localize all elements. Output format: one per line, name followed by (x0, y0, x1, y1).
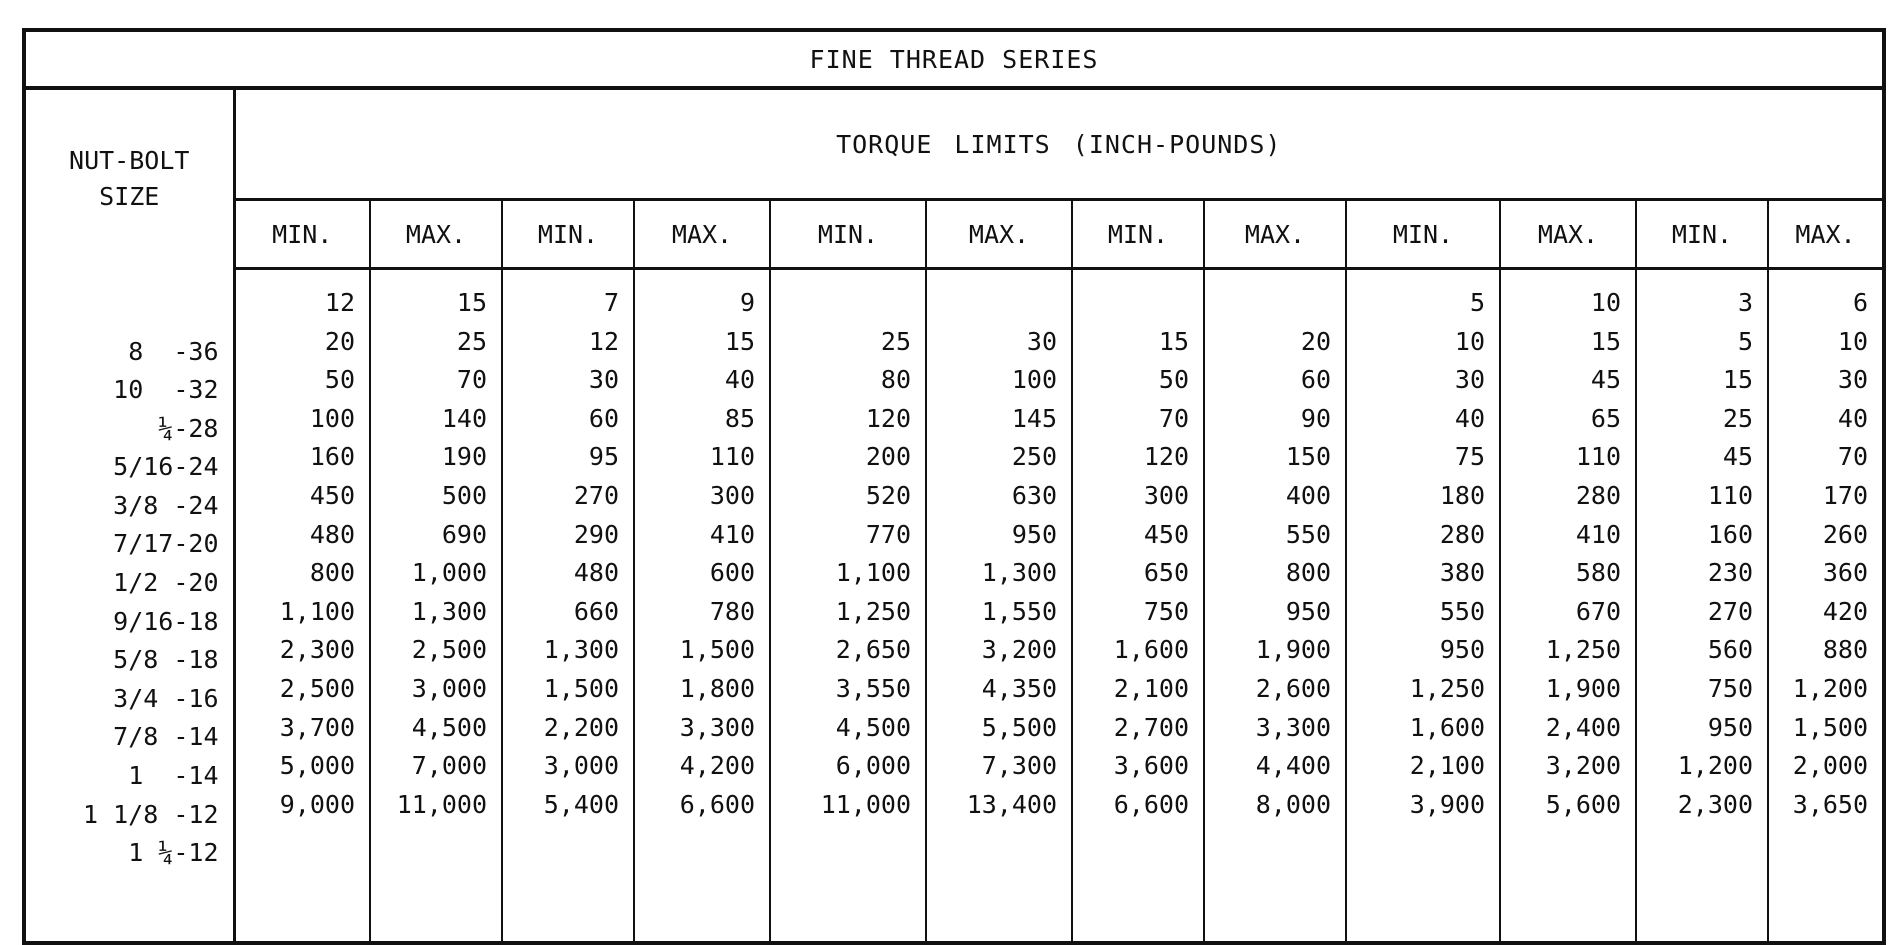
value-cell: 5,600 (1545, 789, 1621, 819)
value-cell: 6,000 (835, 751, 911, 781)
value-column-10 (1500, 269, 1636, 943)
value-cell: 550 (1285, 519, 1331, 549)
size-header-line2: SIZE (99, 182, 160, 212)
value-cell: 20 (1300, 326, 1331, 356)
value-cell: 80 (880, 365, 911, 395)
value-cell: 9 (739, 288, 755, 317)
value-cell: 3,300 (679, 712, 755, 742)
value-cell: 2,200 (543, 712, 619, 742)
value-cell: 10 (1454, 326, 1485, 356)
value-cell: 1,500 (1792, 712, 1869, 742)
value-cell: 110 (1575, 442, 1621, 472)
value-cell: 25 (880, 326, 911, 356)
value-cell: 480 (309, 519, 355, 549)
value-cell: 4,500 (411, 712, 487, 742)
value-cell: 100 (309, 403, 355, 433)
value-cell: 660 (573, 596, 619, 626)
value-cell: 15 (1722, 365, 1753, 395)
value-cell: 45 (1590, 365, 1621, 395)
value-cell: 140 (441, 403, 487, 433)
size-cell: 1 ¼-12 (128, 838, 219, 868)
size-header-line1: NUT-BOLT (69, 146, 190, 175)
value-cell (771, 290, 911, 329)
value-cell: 3,600 (1113, 751, 1189, 781)
value-cell: 290 (573, 519, 619, 549)
value-column-9 (1346, 269, 1500, 943)
value-cell: 2,300 (279, 635, 355, 665)
value-cell: 1,200 (1792, 673, 1869, 703)
value-cell: 6 (1852, 288, 1869, 317)
value-cell: 120 (1143, 442, 1189, 472)
value-cell: 15 (724, 326, 755, 356)
value-cell: 40 (1837, 403, 1869, 433)
size-cell: 1 1/8 -12 (83, 799, 219, 829)
value-cell: 40 (1454, 403, 1485, 433)
value-cell: 400 (1285, 480, 1331, 510)
value-cell: 6,600 (679, 789, 755, 819)
value-cell: 75 (1454, 442, 1485, 472)
column-header-8: MAX. (1204, 200, 1346, 269)
value-cell: 12 (324, 288, 355, 317)
value-cell: 65 (1590, 403, 1621, 433)
value-cell: 1,600 (1409, 712, 1485, 742)
value-cell: 260 (1822, 519, 1869, 549)
value-cell: 950 (1011, 519, 1057, 549)
value-cell: 85 (724, 403, 755, 433)
value-column-6 (926, 269, 1072, 943)
value-cell: 800 (309, 558, 355, 588)
value-cell: 9,000 (279, 789, 355, 819)
size-column-header (24, 88, 234, 269)
torque-table-sheet (22, 28, 1882, 868)
column-header-3: MIN. (502, 200, 634, 269)
value-cell (927, 290, 1057, 329)
value-cell: 270 (573, 480, 619, 510)
value-column-7 (1072, 269, 1204, 943)
value-cell: 1,550 (981, 596, 1057, 626)
value-cell: 3,000 (543, 751, 619, 781)
value-cell: 2,650 (835, 635, 911, 665)
value-cell: 1,200 (1677, 751, 1753, 781)
value-cell: 5,400 (543, 789, 619, 819)
value-cell: 2,300 (1677, 789, 1753, 819)
value-cell: 450 (309, 480, 355, 510)
value-cell: 25 (1722, 403, 1753, 433)
value-cell: 550 (1439, 596, 1485, 626)
value-cell: 2,100 (1113, 673, 1189, 703)
size-cell: 5/8 -18 (113, 645, 219, 675)
value-cell: 120 (865, 403, 911, 433)
value-cell: 95 (588, 442, 619, 472)
value-cell: 1,100 (835, 558, 911, 588)
value-cell: 160 (309, 442, 355, 472)
value-cell: 20 (324, 326, 355, 356)
value-cell: 6,600 (1113, 789, 1189, 819)
table-title: FINE THREAD SERIES (24, 30, 1884, 88)
value-cell: 410 (709, 519, 755, 549)
value-cell: 300 (1143, 480, 1189, 510)
value-cell: 1,800 (679, 673, 755, 703)
value-column-11 (1636, 269, 1768, 943)
size-cell: 1 -14 (128, 761, 219, 791)
value-cell: 180 (1439, 480, 1485, 510)
value-cell: 4,400 (1255, 751, 1331, 781)
value-cell: 100 (1011, 365, 1057, 395)
value-cell: 750 (1143, 596, 1189, 626)
value-cell: 1,250 (1409, 673, 1485, 703)
value-cell: 2,400 (1545, 712, 1621, 742)
value-cell: 3 (1737, 288, 1753, 317)
value-cell: 800 (1285, 558, 1331, 588)
value-cell: 950 (1439, 635, 1485, 665)
value-cell: 230 (1707, 558, 1753, 588)
value-cell: 280 (1575, 480, 1621, 510)
value-cell: 1,600 (1113, 635, 1189, 665)
size-cell: 3/8 -24 (113, 490, 219, 520)
value-cell: 950 (1285, 596, 1331, 626)
value-column-12 (1768, 269, 1884, 943)
value-cell: 30 (1454, 365, 1485, 395)
column-header-6: MAX. (926, 200, 1072, 269)
value-cell: 190 (441, 442, 487, 472)
value-cell: 1,300 (543, 635, 619, 665)
value-cell: 45 (1722, 442, 1753, 472)
value-cell: 1,250 (1545, 635, 1621, 665)
column-header-11: MIN. (1636, 200, 1768, 269)
column-header-9: MIN. (1346, 200, 1500, 269)
size-cell: 5/16-24 (113, 452, 219, 482)
value-cell: 250 (1011, 442, 1057, 472)
size-cell: 1/2 -20 (113, 568, 219, 598)
value-cell: 880 (1822, 635, 1869, 665)
value-cell (1073, 290, 1189, 329)
value-cell: 750 (1707, 673, 1753, 703)
value-cell: 12 (588, 326, 619, 356)
value-cell: 1,000 (411, 558, 487, 588)
value-cell: 8,000 (1255, 789, 1331, 819)
value-cell: 1,300 (411, 596, 487, 626)
column-header-1: MIN. (234, 200, 370, 269)
value-cell: 1,900 (1255, 635, 1331, 665)
value-cell: 30 (1837, 365, 1869, 395)
column-header-4: MAX. (634, 200, 770, 269)
value-cell: 7 (603, 288, 619, 317)
value-cell: 25 (456, 326, 487, 356)
value-cell: 670 (1575, 596, 1621, 626)
value-cell: 560 (1707, 635, 1753, 665)
value-cell: 200 (865, 442, 911, 472)
value-cell: 360 (1822, 558, 1869, 588)
column-header-7: MIN. (1072, 200, 1204, 269)
value-cell: 520 (865, 480, 911, 510)
value-cell: 110 (1707, 480, 1753, 510)
value-cell: 3,550 (835, 673, 911, 703)
value-cell: 7,000 (411, 751, 487, 781)
value-cell: 3,900 (1409, 789, 1485, 819)
value-cell: 160 (1707, 519, 1753, 549)
value-cell: 4,200 (679, 751, 755, 781)
value-cell: 380 (1439, 558, 1485, 588)
value-cell: 1,100 (279, 596, 355, 626)
value-cell: 170 (1822, 480, 1869, 510)
size-column (24, 269, 234, 943)
value-cell: 7,300 (981, 751, 1057, 781)
value-cell: 1,250 (835, 596, 911, 626)
size-cell: ¼-28 (158, 413, 219, 443)
value-column-3 (502, 269, 634, 943)
value-cell: 2,000 (1792, 751, 1869, 781)
value-cell: 60 (588, 403, 619, 433)
value-cell: 270 (1707, 596, 1753, 626)
value-column-4 (634, 269, 770, 943)
value-column-1 (234, 269, 370, 943)
value-cell: 3,200 (1545, 751, 1621, 781)
value-cell: 3,200 (981, 635, 1057, 665)
value-cell: 15 (1158, 326, 1189, 356)
value-cell: 5 (1737, 326, 1753, 356)
value-cell: 2,700 (1113, 712, 1189, 742)
column-header-10: MAX. (1500, 200, 1636, 269)
size-cell: 7/17-20 (113, 529, 219, 559)
value-column-2 (370, 269, 502, 943)
value-cell: 420 (1822, 596, 1869, 626)
value-cell: 5,500 (981, 712, 1057, 742)
value-cell: 15 (456, 288, 487, 317)
value-cell: 1,900 (1545, 673, 1621, 703)
value-cell: 3,000 (411, 673, 487, 703)
value-column-5 (770, 269, 926, 943)
size-cell: 10 -32 (113, 375, 219, 405)
column-header-2: MAX. (370, 200, 502, 269)
torque-limits-table (22, 28, 1886, 945)
value-column-8 (1204, 269, 1346, 943)
value-cell: 13,400 (966, 789, 1057, 819)
value-cell: 70 (1158, 403, 1189, 433)
value-cell: 280 (1439, 519, 1485, 549)
value-cell: 110 (709, 442, 755, 472)
value-cell: 150 (1285, 442, 1331, 472)
value-cell: 580 (1575, 558, 1621, 588)
size-cell: 8 -36 (128, 336, 219, 366)
value-cell: 500 (441, 480, 487, 510)
value-cell: 300 (709, 480, 755, 510)
value-cell: 4,350 (981, 673, 1057, 703)
value-cell: 1,300 (981, 558, 1057, 588)
value-cell (1205, 290, 1331, 329)
value-cell: 480 (573, 558, 619, 588)
value-cell: 600 (709, 558, 755, 588)
value-cell: 2,500 (279, 673, 355, 703)
value-cell: 11,000 (820, 789, 911, 819)
value-cell: 690 (441, 519, 487, 549)
value-cell: 770 (865, 519, 911, 549)
value-cell: 10 (1837, 326, 1869, 356)
value-cell: 5,000 (279, 751, 355, 781)
value-cell: 50 (324, 365, 355, 395)
value-cell: 1,500 (543, 673, 619, 703)
column-header-12: MAX. (1768, 200, 1884, 269)
column-header-5: MIN. (770, 200, 926, 269)
value-cell: 10 (1590, 288, 1621, 317)
value-cell: 5 (1469, 288, 1485, 317)
value-cell: 2,100 (1409, 751, 1485, 781)
value-cell: 650 (1143, 558, 1189, 588)
value-cell: 630 (1011, 480, 1057, 510)
value-cell: 15 (1590, 326, 1621, 356)
value-cell: 50 (1158, 365, 1189, 395)
value-cell: 780 (709, 596, 755, 626)
value-cell: 30 (588, 365, 619, 395)
value-cell: 3,300 (1255, 712, 1331, 742)
value-cell: 4,500 (835, 712, 911, 742)
value-cell: 145 (1011, 403, 1057, 433)
size-cell: 3/4 -16 (113, 683, 219, 713)
value-cell: 11,000 (396, 789, 487, 819)
value-cell: 950 (1707, 712, 1753, 742)
value-cell: 3,650 (1792, 789, 1869, 819)
value-cell: 2,500 (411, 635, 487, 665)
value-cell: 450 (1143, 519, 1189, 549)
value-cell: 2,600 (1255, 673, 1331, 703)
value-cell: 70 (456, 365, 487, 395)
value-cell: 60 (1300, 365, 1331, 395)
value-cell: 30 (1026, 326, 1057, 356)
value-cell: 70 (1837, 442, 1869, 472)
value-cell: 410 (1575, 519, 1621, 549)
value-cell: 1,500 (679, 635, 755, 665)
value-cell: 3,700 (279, 712, 355, 742)
torque-limits-header: TORQUE LIMITS (INCH-POUNDS) (234, 88, 1884, 200)
size-cell: 7/8 -14 (113, 722, 219, 752)
value-cell: 90 (1300, 403, 1331, 433)
size-cell: 9/16-18 (113, 606, 219, 636)
value-cell: 40 (724, 365, 755, 395)
